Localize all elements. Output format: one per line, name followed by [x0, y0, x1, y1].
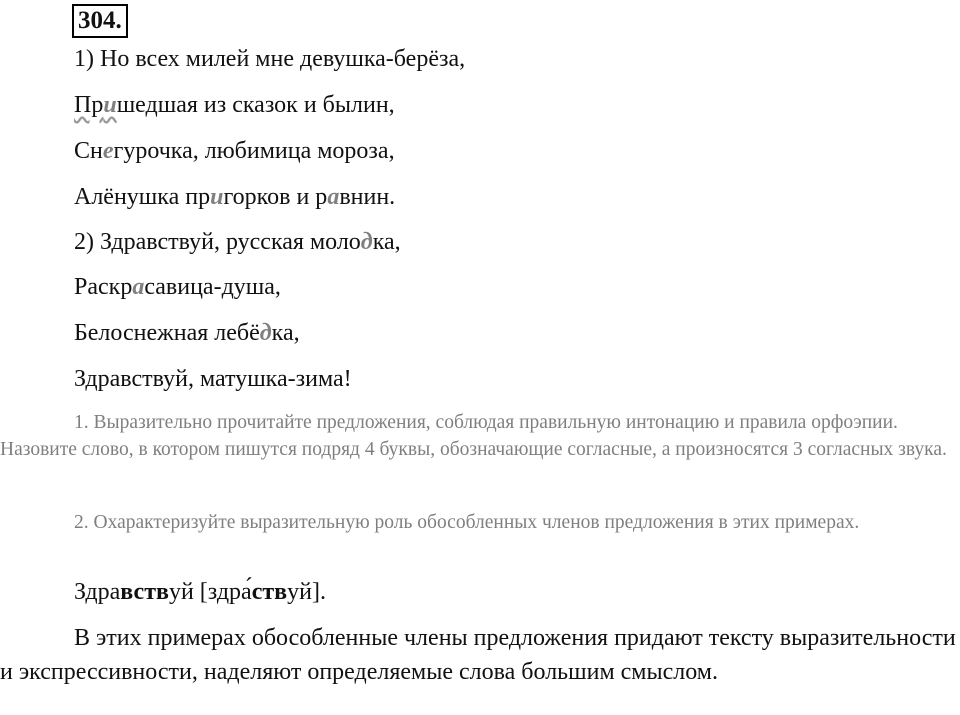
- poem-line-1: 1) Но всех милей мне девушка-берёза,: [74, 46, 466, 72]
- text: уй [здра: [168, 579, 252, 605]
- answer-word: [0, 575, 960, 609]
- text: Раскр: [74, 274, 133, 300]
- highlight-letter: е: [102, 138, 114, 164]
- text: шедшая из сказок и былин,: [116, 92, 395, 118]
- text: внин.: [339, 184, 396, 210]
- text: ка,: [271, 320, 300, 346]
- question-1: [0, 409, 958, 463]
- highlight-letter: д: [360, 229, 373, 255]
- poem-line-7: [74, 320, 300, 347]
- text: ка,: [372, 229, 401, 255]
- text: Пр: [74, 92, 104, 118]
- text: горков и р: [223, 184, 328, 210]
- highlight-letter: а: [132, 274, 145, 300]
- poem-line-6: [74, 274, 281, 301]
- word-prishedshaya: [74, 92, 117, 118]
- text: Белоснежная лебё: [74, 320, 260, 346]
- highlight-letter: д: [259, 320, 272, 346]
- poem-line-5: [74, 229, 401, 256]
- highlight-letter: и: [210, 184, 224, 210]
- answer-text-body: В этих примерах обособленные члены предложения придают тексту выразительности и экспрессивности, наделяют определяемые слова большим смыслом.: [0, 625, 956, 685]
- exercise-number: 304.: [72, 4, 128, 38]
- question-2: [0, 509, 958, 536]
- bold-letters: вств: [120, 579, 169, 605]
- text: Алёнушка пр: [74, 184, 211, 210]
- text: Сн: [74, 138, 103, 164]
- poem-line-2: [74, 92, 395, 119]
- poem-line-8: Здравствуй, матушка-зима!: [74, 366, 352, 392]
- bold-letters: ств: [251, 579, 288, 605]
- text: гурочка, любимица мороза,: [113, 138, 395, 164]
- answer-text: [0, 621, 960, 689]
- text: уй].: [287, 579, 326, 605]
- poem-line-3: [74, 138, 395, 165]
- question-2-text: 2. Охарактеризуйте выразительную роль обособленных членов предложения в этих примерах.: [74, 512, 860, 533]
- text: савица-душа,: [144, 274, 281, 300]
- text: Здра: [74, 579, 121, 605]
- highlight-letter: и: [103, 92, 117, 118]
- question-1-text: 1. Выразительно прочитайте предложения, соблюдая правильную интонацию и правила орфоэпии. Назовите слово, в котором пишутся подряд 4 буквы, обозначающие согласные, а произносятся 3 согласных звука.: [0, 412, 947, 460]
- text: 2) Здравствуй, русская моло: [74, 229, 361, 255]
- poem-line-4: [74, 184, 395, 211]
- highlight-letter: а: [327, 184, 340, 210]
